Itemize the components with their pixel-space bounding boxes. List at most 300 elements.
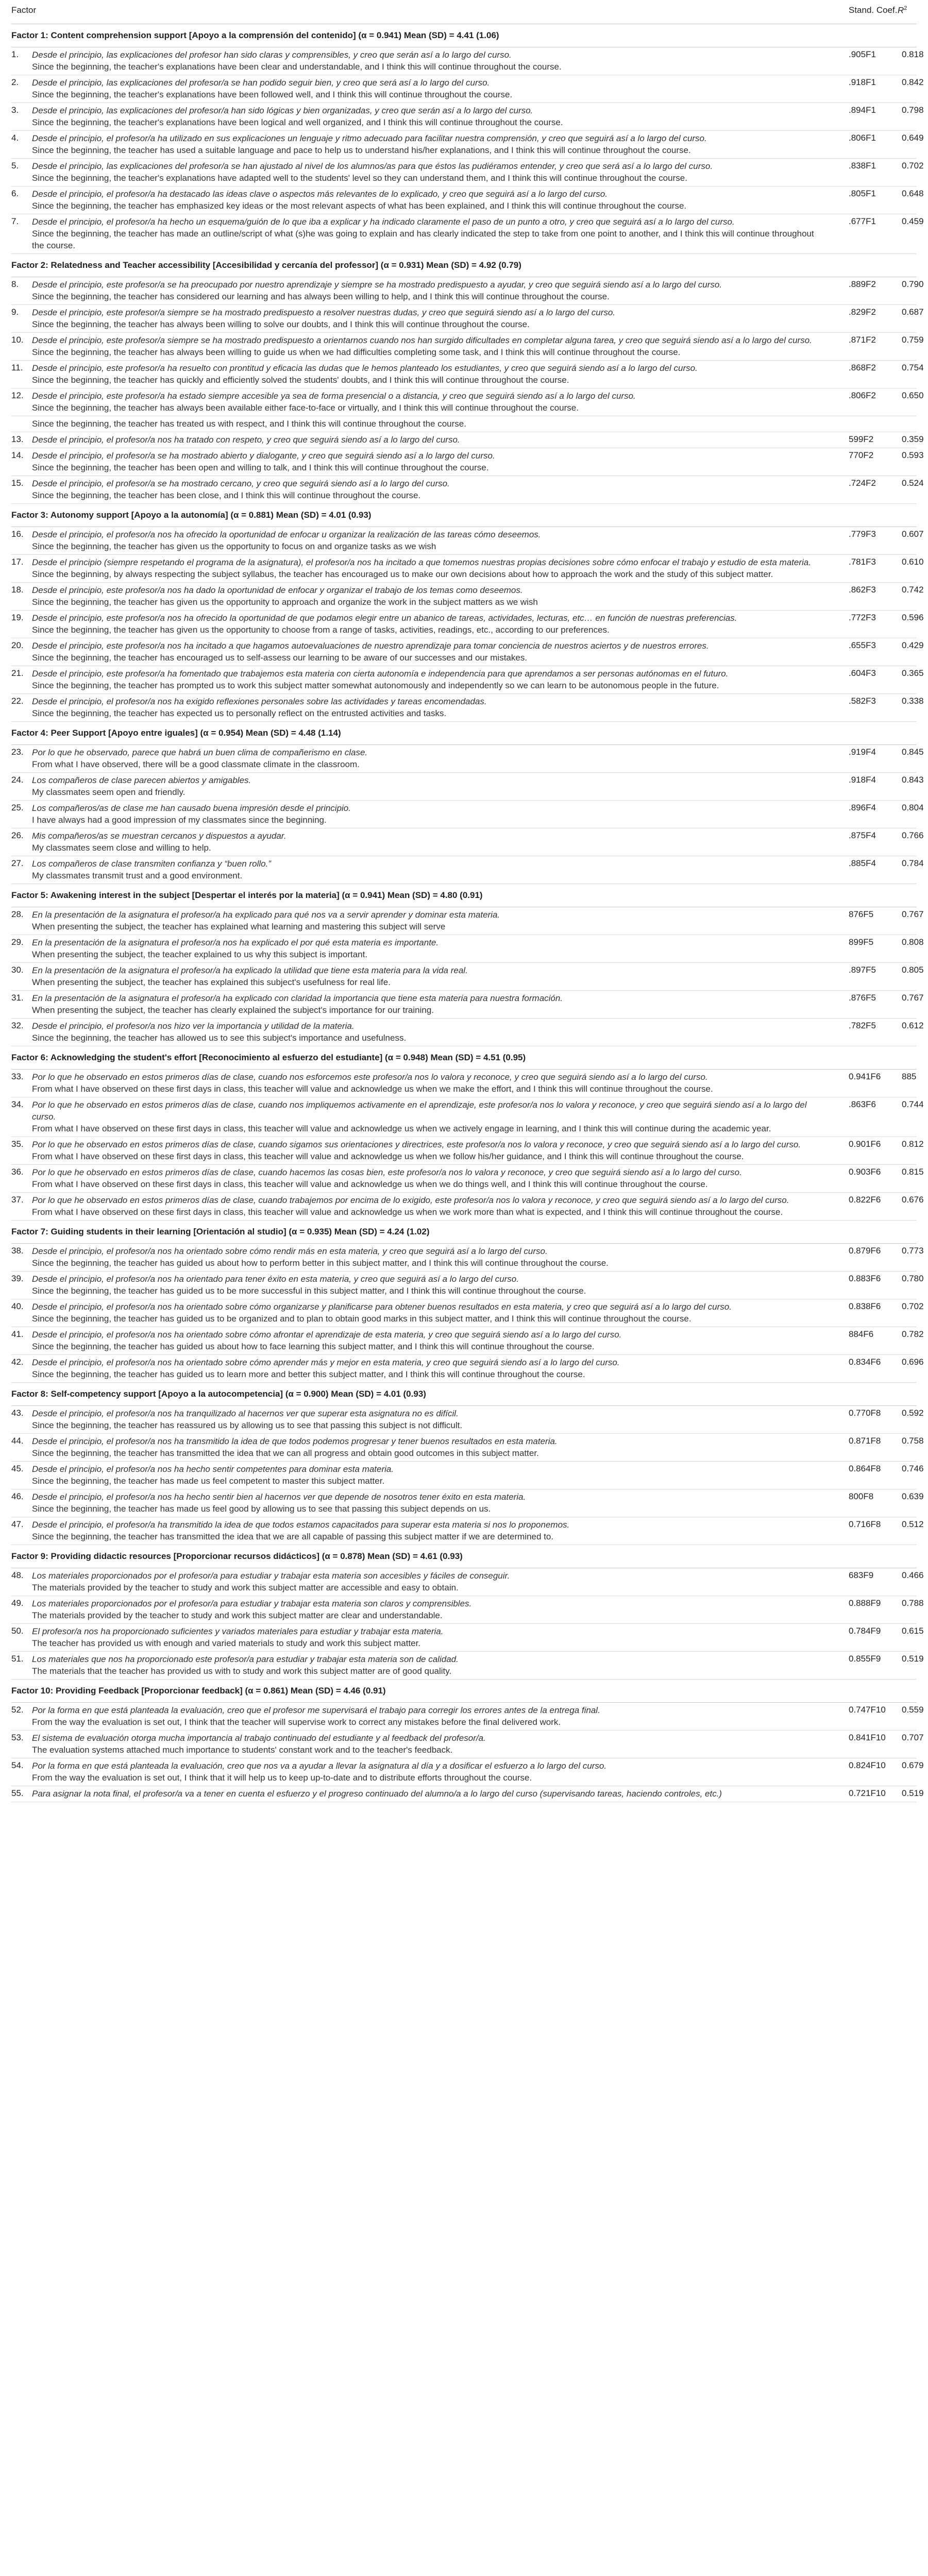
item-text bbox=[32, 1327, 828, 1354]
item-number: 8. bbox=[11, 279, 19, 289]
table-row bbox=[11, 416, 917, 432]
item-stand-coef: .655F3 bbox=[849, 640, 876, 650]
table-row bbox=[11, 1327, 924, 1355]
item-number: 30. bbox=[11, 965, 24, 975]
item-text-spanish: Desde el principio, el profesor/a ha utilizado en sus explicaciones un lenguaje y ritmo adecuado para facilitar nuestra comprensión, y creo que seguirá así a lo largo del curso. bbox=[32, 133, 707, 143]
item-stand-coef: .919F4 bbox=[849, 747, 876, 757]
item-number: 32. bbox=[11, 1021, 24, 1030]
item-stand-coef: .806F1 bbox=[849, 133, 876, 143]
item-text-english: Since the beginning, the teacher has always been willing to guide us when we had difficulties completing some task, and I think this will continue throughout the course. bbox=[32, 347, 681, 357]
item-text-english: Since the beginning, the teacher has reassured us by allowing us to see that passing this subject is not difficult. bbox=[32, 1420, 463, 1430]
item-text-english: Since the beginning, the teacher has made an outline/script of what (s)he was going to explain and has clearly indicated the step to take from one point to another, and I think this will continue throughout the course. bbox=[32, 229, 814, 250]
item-text bbox=[32, 1652, 828, 1679]
item-text-english: When presenting the subject, the teacher has clearly explained the subject's importance for our training. bbox=[32, 1005, 434, 1015]
item-number: 46. bbox=[11, 1492, 24, 1501]
table-row bbox=[11, 214, 924, 254]
item-text-spanish: Los materiales que nos ha proporcionado este profesor/a para estudiar y trabajar esta materia son de calidad. bbox=[32, 1654, 459, 1664]
table-row bbox=[11, 963, 924, 991]
item-text bbox=[32, 416, 828, 432]
item-number: 28. bbox=[11, 909, 24, 919]
item-text bbox=[32, 935, 828, 962]
table-row bbox=[11, 388, 924, 416]
item-text bbox=[32, 907, 828, 935]
item-number: 5. bbox=[11, 161, 19, 171]
item-r2: 0.767 bbox=[902, 993, 924, 1003]
item-r2: 0.519 bbox=[902, 1788, 924, 1798]
table-row bbox=[11, 448, 924, 476]
item-text bbox=[32, 1462, 828, 1489]
item-text bbox=[32, 828, 828, 856]
item-text-spanish: Desde el principio, el profesor/a nos ha ofrecido la oportunidad de enfocar u organizar la realización de las tareas cómo deseemos. bbox=[32, 530, 541, 539]
item-number: 2. bbox=[11, 77, 19, 87]
item-text bbox=[32, 1244, 828, 1271]
item-text bbox=[32, 305, 828, 332]
item-text bbox=[32, 1019, 828, 1046]
item-text bbox=[32, 75, 828, 103]
item-number: 27. bbox=[11, 858, 24, 868]
item-stand-coef: 0.721F10 bbox=[849, 1788, 886, 1798]
table-row bbox=[11, 361, 924, 388]
item-text-spanish: Los compañeros de clase parecen abiertos y amigables. bbox=[32, 775, 251, 785]
item-r2: 0.702 bbox=[902, 161, 924, 171]
item-text-english: Since the beginning, the teacher has given us the opportunity to choose from a range of tasks, activities, readings, etc., according to our preferences. bbox=[32, 625, 610, 635]
item-r2: 0.845 bbox=[902, 747, 924, 757]
item-stand-coef: .875F4 bbox=[849, 831, 876, 840]
item-text-spanish: Mis compañeros/as se muestran cercanos y dispuestos a ayudar. bbox=[32, 831, 286, 841]
table-row bbox=[11, 1244, 924, 1272]
item-stand-coef: 0.871F8 bbox=[849, 1436, 881, 1446]
item-text bbox=[32, 527, 828, 554]
item-text bbox=[32, 361, 828, 388]
item-text-spanish: Desde el principio, el profesor/a nos ha transmitido la idea de que todos podemos progresar y tener buenos resultados en esta materia. bbox=[32, 1436, 558, 1446]
item-text-english: Since the beginning, the teacher has expected us to personally reflect on the entrusted activities and tasks. bbox=[32, 708, 447, 718]
item-text-spanish: Desde el principio, el profesor/a nos ha orientado sobre cómo rendir más en esta materia, y creo que seguirá así a lo largo del curso. bbox=[32, 1246, 548, 1256]
item-stand-coef: 0.888F9 bbox=[849, 1598, 881, 1608]
table-row bbox=[11, 828, 924, 856]
table-row bbox=[11, 1652, 924, 1680]
item-r2: 0.788 bbox=[902, 1598, 924, 1608]
item-text-spanish: En la presentación de la asignatura el profesor/a ha explicado para qué nos va a servir aprender y dominar esta materia. bbox=[32, 910, 500, 920]
item-stand-coef: .885F4 bbox=[849, 858, 876, 868]
table-row bbox=[11, 1406, 924, 1434]
table-row bbox=[11, 1019, 924, 1046]
item-stand-coef: 599F2 bbox=[849, 434, 874, 444]
item-text-english: Since the beginning, the teacher has emphasized key ideas or the most relevant aspects of what has been explained, and I think this will continue throughout the course. bbox=[32, 201, 687, 211]
table-row bbox=[11, 432, 924, 448]
item-text-english: Since the beginning, the teacher has guided us to be organized and to plan to obtain good marks in this subject matter, and I think this will continue throughout the course. bbox=[32, 1314, 691, 1324]
item-r2: 0.615 bbox=[902, 1626, 924, 1636]
item-text-spanish: En la presentación de la asignatura el profesor/a ha explicado con claridad la importancia que tiene esta materia para nuestra formación. bbox=[32, 993, 563, 1003]
item-number: 42. bbox=[11, 1357, 24, 1367]
item-r2: 0.758 bbox=[902, 1436, 924, 1446]
item-text-english: Since the beginning, the teacher has always been available either face-to-face or virtually, and I think this will continue throughout the course. bbox=[32, 403, 579, 413]
item-text bbox=[32, 1703, 828, 1730]
item-text-spanish: Los compañeros/as de clase me han causado buena impresión desde el principio. bbox=[32, 803, 351, 813]
item-r2: 0.466 bbox=[902, 1570, 924, 1580]
item-text-english: Since the beginning, the teacher has used a suitable language and pace to help us to understand his/her explanations, and I think this will continue throughout the course. bbox=[32, 145, 691, 155]
item-number: 15. bbox=[11, 478, 24, 488]
item-r2: 0.805 bbox=[902, 965, 924, 975]
item-number: 52. bbox=[11, 1705, 24, 1715]
item-text-spanish: Desde el principio, este profesor/a nos ha dado la oportunidad de enfocar y organizar el trabajo de los temas como deseemos. bbox=[32, 585, 523, 595]
item-text bbox=[32, 801, 828, 828]
item-stand-coef: 0.903F6 bbox=[849, 1167, 881, 1177]
item-stand-coef: .838F1 bbox=[849, 161, 876, 171]
item-text bbox=[32, 1193, 828, 1220]
item-number: 40. bbox=[11, 1301, 24, 1311]
item-stand-coef: 800F8 bbox=[849, 1492, 874, 1501]
item-number: 25. bbox=[11, 803, 24, 812]
item-text-spanish: Desde el principio, el profesor/a nos ha orientado sobre cómo afrontar el aprendizaje de esta materia, y creo que seguirá siendo así a lo largo del curso. bbox=[32, 1330, 622, 1340]
item-text-spanish: Desde el principio, el profesor/a nos hizo ver la importancia y utilidad de la materia. bbox=[32, 1021, 355, 1031]
item-text bbox=[32, 1165, 828, 1192]
item-number: 13. bbox=[11, 434, 24, 444]
table-row bbox=[11, 1137, 924, 1165]
item-number: 24. bbox=[11, 775, 24, 785]
item-number: 20. bbox=[11, 640, 24, 650]
item-number: 54. bbox=[11, 1760, 24, 1770]
item-stand-coef: 0.834F6 bbox=[849, 1357, 881, 1367]
item-stand-coef: .772F3 bbox=[849, 613, 876, 622]
item-number: 39. bbox=[11, 1274, 24, 1283]
item-text-spanish: Los materiales proporcionados por el profesor/a para estudiar y trabajar esta materia son claros y comprensibles. bbox=[32, 1599, 472, 1608]
item-r2: 0.687 bbox=[902, 307, 924, 317]
item-text-spanish: Desde el principio, el profesor/a nos ha orientado sobre cómo organizarse y planificarse para obtener buenos resultados en esta materia, y creo que seguirá así a lo largo del curso. bbox=[32, 1302, 732, 1312]
item-text bbox=[32, 1434, 828, 1461]
table-row bbox=[11, 1596, 924, 1624]
item-r2: 0.767 bbox=[902, 909, 924, 919]
item-number: 1. bbox=[11, 49, 19, 59]
item-number: 19. bbox=[11, 613, 24, 622]
table-row bbox=[11, 131, 924, 159]
item-text-english: Since the beginning, the teacher has given us the opportunity to focus on and organize tasks as we wish bbox=[32, 541, 436, 551]
table-row bbox=[11, 907, 924, 935]
item-r2: 0.696 bbox=[902, 1357, 924, 1367]
table-row bbox=[11, 1462, 924, 1489]
item-text-spanish: Desde el principio, este profesor/a ha resuelto con prontitud y eficacia las dudas que le hemos planteado los estudiantes, y creo que seguirá siendo así a lo largo del curso. bbox=[32, 363, 698, 373]
table-row bbox=[11, 1355, 924, 1383]
item-stand-coef: .918F1 bbox=[849, 77, 876, 87]
item-stand-coef: .894F1 bbox=[849, 105, 876, 115]
table-row bbox=[11, 1434, 924, 1462]
item-text-spanish: Por la forma en que está planteada la evaluación, creo que el profesor me supervisará el trabajo para corregir los errores antes de la entrega final. bbox=[32, 1705, 600, 1715]
item-r2: 0.773 bbox=[902, 1246, 924, 1256]
item-text-spanish: El sistema de evaluación otorga mucha importancia al trabajo continuado del estudiante y al feedback del profesor/a. bbox=[32, 1733, 486, 1743]
item-text bbox=[32, 1568, 828, 1596]
item-text-spanish: Por la forma en que está planteada la evaluación, creo que nos va a ayudar a llevar la asignatura al día y a dosificar el esfuerzo a lo largo del curso. bbox=[32, 1761, 607, 1771]
table-row bbox=[11, 1624, 924, 1652]
table-row bbox=[11, 159, 924, 187]
item-text bbox=[32, 694, 828, 721]
item-text-english: Since the beginning, the teacher has guided us to be more successful in this subject matter, and I think this will continue throughout the course. bbox=[32, 1286, 586, 1296]
item-text bbox=[32, 1786, 828, 1802]
table-row bbox=[11, 555, 924, 583]
item-text bbox=[32, 448, 828, 476]
item-text-english: Since the beginning, the teacher has made us feel competent to master this subject matter. bbox=[32, 1476, 385, 1486]
item-number: 36. bbox=[11, 1167, 24, 1177]
item-stand-coef: .582F3 bbox=[849, 696, 876, 706]
item-number: 38. bbox=[11, 1246, 24, 1256]
item-number: 45. bbox=[11, 1464, 24, 1473]
item-stand-coef: .918F4 bbox=[849, 775, 876, 785]
item-text-english: My classmates seem close and willing to help. bbox=[32, 843, 211, 853]
table-row bbox=[11, 1272, 924, 1299]
item-text-spanish: Por lo que he observado en estos primeros días de clase, cuando sigamos sus orientaciones y directrices, este profesor/a nos lo valora y reconoce, y creo que seguirá siendo así a lo largo del curso. bbox=[32, 1140, 801, 1149]
item-stand-coef: 683F9 bbox=[849, 1570, 874, 1580]
table-row bbox=[11, 1568, 924, 1596]
table-row bbox=[11, 666, 924, 694]
item-text-english: From the way the evaluation is set out, I think that it will help us to keep up-to-date and to distribute efforts throughout the course. bbox=[32, 1773, 532, 1783]
item-text-english: Since the beginning, the teacher has always been willing to solve our doubts, and I think this will continue throughout the course. bbox=[32, 319, 530, 329]
item-text-spanish: En la presentación de la asignatura el profesor/a ha explicado la utilidad que tiene esta materia para la vida real. bbox=[32, 965, 468, 975]
item-stand-coef: .805F1 bbox=[849, 189, 876, 198]
item-r2: 0.592 bbox=[902, 1408, 924, 1418]
table-row bbox=[11, 305, 924, 333]
item-text bbox=[32, 555, 828, 582]
item-text bbox=[32, 131, 828, 158]
item-stand-coef: 0.784F9 bbox=[849, 1626, 881, 1636]
item-text-spanish: Desde el principio, el profesor/a nos ha tranquilizado al hacernos ver que superar esta asignatura no es difícil. bbox=[32, 1409, 459, 1418]
item-text-english: Since the beginning, the teacher has quickly and efficiently solved the students' doubts, and I think this will continue throughout the course. bbox=[32, 375, 569, 385]
item-r2: 0.766 bbox=[902, 831, 924, 840]
item-text-spanish: Por lo que he observado en estos primeros días de clase, cuando trabajemos por encima de lo exigido, este profesor/a nos lo valora y reconoce, y creo que seguirá siendo así a lo largo del curso. bbox=[32, 1195, 789, 1205]
item-number: 44. bbox=[11, 1436, 24, 1446]
item-r2: 0.812 bbox=[902, 1139, 924, 1149]
item-text-english: Since the beginning, the teacher has encouraged us to self-assess our learning to be aware of our successes and our mistakes. bbox=[32, 653, 528, 663]
table-row bbox=[11, 47, 924, 75]
item-text bbox=[32, 333, 828, 360]
item-number: 53. bbox=[11, 1733, 24, 1742]
item-text bbox=[32, 991, 828, 1018]
factor-title: Factor 10: Providing Feedback [Proporcionar feedback] (α = 0.861) Mean (SD) = 4.46 (0.91) bbox=[11, 1680, 917, 1703]
item-text-english: Since the beginning, the teacher's explanations have been followed well, and I think this will continue throughout the course. bbox=[32, 90, 513, 99]
item-text-english: From what I have observed on these first days in class, this teacher will value and acknowledge us when we make the effort, and I think this will continue throughout the course. bbox=[32, 1084, 713, 1094]
item-text-spanish: En la presentación de la asignatura el profesor/a nos ha explicado el por qué esta materia es importante. bbox=[32, 938, 439, 947]
item-text bbox=[32, 1758, 828, 1786]
item-text bbox=[32, 103, 828, 130]
item-text bbox=[32, 1097, 828, 1137]
item-text-english: Since the beginning, the teacher has been close, and I think this will continue throughout the course. bbox=[32, 490, 421, 500]
item-text-spanish: Desde el principio, este profesor/a ha estado siempre accesible ya sea de forma presencial o a distancia, y creo que seguirá siendo así a lo largo del curso. bbox=[32, 391, 636, 401]
item-text-english: The materials that the teacher has provided us with to study and work this subject matter are of good quality. bbox=[32, 1666, 452, 1676]
table-row bbox=[11, 773, 924, 801]
item-text-english: My classmates transmit trust and a good environment. bbox=[32, 871, 243, 880]
item-text bbox=[32, 1137, 828, 1164]
item-stand-coef: .876F5 bbox=[849, 993, 876, 1003]
item-r2: 0.429 bbox=[902, 640, 924, 650]
item-stand-coef: .896F4 bbox=[849, 803, 876, 812]
item-text-english: Since the beginning, the teacher's explanations have been clear and understandable, and I think this will continue throughout the course. bbox=[32, 62, 562, 72]
item-text-english: From the way the evaluation is set out, I think that the teacher will supervise work to correct any mistakes before the final delivered work. bbox=[32, 1717, 561, 1727]
item-stand-coef: 0.941F6 bbox=[849, 1072, 881, 1081]
item-text-spanish: Desde el principio, el profesor/a nos ha hecho sentir bien al hacernos ver que depende de nosotros tener éxito en esta materia. bbox=[32, 1492, 526, 1502]
item-text-spanish: Desde el principio, las explicaciones del profesor/a se han podido seguir bien, y creo que será así a lo largo del curso. bbox=[32, 78, 490, 88]
item-text bbox=[32, 47, 828, 75]
item-stand-coef: 0.824F10 bbox=[849, 1760, 886, 1770]
item-text-english: From what I have observed on these first days in class, this teacher will value and acknowledge us when we do things well, and I think this will continue throughout the course. bbox=[32, 1179, 708, 1189]
item-text-spanish: Desde el principio, las explicaciones del profesor/a han sido lógicas y bien organizadas, y creo que serán así a lo largo del curso. bbox=[32, 106, 533, 115]
item-stand-coef: 884F6 bbox=[849, 1329, 874, 1339]
item-stand-coef: .829F2 bbox=[849, 307, 876, 317]
factor-column-header: Factor bbox=[11, 5, 37, 15]
item-text-english: Since the beginning, the teacher has allowed us to see this subject's importance and usefulness. bbox=[32, 1033, 407, 1043]
item-number: 41. bbox=[11, 1329, 24, 1339]
item-stand-coef: 876F5 bbox=[849, 909, 874, 919]
item-number: 47. bbox=[11, 1519, 24, 1529]
item-number: 31. bbox=[11, 993, 24, 1003]
item-text-spanish: Desde el principio, el profesor/a ha transmitido la idea de que todos estamos capacitados para superar esta materia si nos lo proponemos. bbox=[32, 1520, 570, 1530]
item-text bbox=[32, 159, 828, 186]
item-number: 16. bbox=[11, 529, 24, 539]
item-stand-coef: 0.770F8 bbox=[849, 1408, 881, 1418]
table-row bbox=[11, 277, 924, 305]
item-number: 12. bbox=[11, 391, 24, 400]
item-r2: 0.784 bbox=[902, 858, 924, 868]
table-row bbox=[11, 856, 924, 884]
item-text-english: Since the beginning, the teacher's explanations have been logical and well organized, and I think this will continue throughout the course. bbox=[32, 117, 563, 127]
item-r2: 0.842 bbox=[902, 77, 924, 87]
item-text-spanish: Por lo que he observado en estos primeros días de clase, cuando nos impliquemos activamente en el aprendizaje, este profesor/a nos lo valora y reconoce, y creo que seguirá siendo así a lo largo del curso. bbox=[32, 1100, 807, 1122]
table-row bbox=[11, 103, 924, 131]
item-text-spanish: Desde el principio, el profesor/a nos ha tratado con respeto, y creo que seguirá siendo así a lo largo del curso. bbox=[32, 435, 460, 445]
table-body bbox=[11, 24, 924, 1802]
item-text bbox=[32, 277, 828, 304]
item-number: 50. bbox=[11, 1626, 24, 1636]
item-text-spanish: Desde el principio, este profesor/a ha fomentado que trabajemos esta materia con cierta autonomía e independencia para que aprendamos a ser personas autónomas en el futuro. bbox=[32, 669, 729, 679]
table-row bbox=[11, 935, 924, 963]
item-text-spanish: Los compañeros de clase transmiten confianza y “buen rollo.” bbox=[32, 859, 271, 869]
item-r2: 0.843 bbox=[902, 775, 924, 785]
item-text-spanish: El profesor/a nos ha proporcionado suficientes y variados materiales para estudiar y trabajar esta materia. bbox=[32, 1626, 444, 1636]
item-number: 18. bbox=[11, 585, 24, 595]
table-row bbox=[11, 476, 924, 504]
table-row bbox=[11, 745, 924, 773]
factor-title: Factor 4: Peer Support [Apoyo entre iguales] (α = 0.954) Mean (SD) = 4.48 (1.14) bbox=[11, 722, 917, 745]
table-header bbox=[11, 0, 917, 24]
item-stand-coef: 770F2 bbox=[849, 450, 874, 460]
item-number: 6. bbox=[11, 189, 19, 198]
item-text-english: The evaluation systems attached much importance to students' constant work and to the teacher's feedback. bbox=[32, 1745, 453, 1755]
item-text-english: Since the beginning, the teacher has transmitted the idea that we are all capable of passing this subject matter if we are determined to. bbox=[32, 1532, 554, 1541]
item-text bbox=[32, 388, 828, 416]
item-text bbox=[32, 856, 828, 884]
item-r2: 0.365 bbox=[902, 668, 924, 678]
item-r2: 0.650 bbox=[902, 391, 924, 400]
table-row bbox=[11, 1731, 924, 1758]
item-stand-coef: 0.883F6 bbox=[849, 1274, 881, 1283]
table-row bbox=[11, 1758, 924, 1786]
item-text bbox=[32, 1624, 828, 1651]
item-text bbox=[32, 1517, 828, 1545]
item-text bbox=[32, 745, 828, 772]
item-text bbox=[32, 1596, 828, 1623]
item-r2: 0.649 bbox=[902, 133, 924, 143]
item-r2: 0.639 bbox=[902, 1492, 924, 1501]
item-text bbox=[32, 1489, 828, 1517]
item-text-spanish: Desde el principio, el profesor/a ha hecho un esquema/guión de lo que iba a explicar y ha indicado claramente el paso de un punto a otro, y creo que seguirá así a lo largo del curso. bbox=[32, 217, 735, 227]
factor-title: Factor 9: Providing didactic resources [Proporcionar recursos didácticos] (α = 0.878) Mean (SD) = 4.61 (0.93) bbox=[11, 1545, 917, 1568]
table-row bbox=[11, 583, 924, 611]
item-r2: 0.559 bbox=[902, 1705, 924, 1715]
item-number: 17. bbox=[11, 557, 24, 567]
item-text bbox=[32, 1299, 828, 1327]
item-number: 55. bbox=[11, 1788, 24, 1798]
item-text-english: Since the beginning, the teacher has transmitted the idea that we can all progress and obtain good outcomes in this subject matter. bbox=[32, 1448, 539, 1458]
factor-title: Factor 7: Guiding students in their learning [Orientación al studio] (α = 0.935) Mean (SD) = 4.24 (1.02) bbox=[11, 1221, 917, 1244]
item-text bbox=[32, 187, 828, 214]
item-stand-coef: 0.855F9 bbox=[849, 1654, 881, 1664]
item-r2: 0.607 bbox=[902, 529, 924, 539]
item-text bbox=[32, 611, 828, 638]
item-text-english: Since the beginning, the teacher has guided us to learn more and better this subject matter, and I think this will continue throughout the course. bbox=[32, 1369, 585, 1379]
item-number: 34. bbox=[11, 1099, 24, 1109]
table-row bbox=[11, 611, 924, 638]
item-text bbox=[32, 773, 828, 800]
item-stand-coef: .781F3 bbox=[849, 557, 876, 567]
item-r2: 0.790 bbox=[902, 279, 924, 289]
factor-title: Factor 3: Autonomy support [Apoyo a la autonomía] (α = 0.881) Mean (SD) = 4.01 (0.93) bbox=[11, 504, 917, 527]
item-text-english: Since the beginning, the teacher has guided us about how to face learning this subject matter, and I think this will continue throughout the course. bbox=[32, 1342, 595, 1351]
item-stand-coef: 0.841F10 bbox=[849, 1733, 886, 1742]
table-row bbox=[11, 75, 924, 103]
item-stand-coef: .806F2 bbox=[849, 391, 876, 400]
item-number: 33. bbox=[11, 1072, 24, 1081]
item-stand-coef: .905F1 bbox=[849, 49, 876, 59]
table-row bbox=[11, 694, 924, 722]
item-number: 51. bbox=[11, 1654, 24, 1664]
item-text bbox=[32, 638, 828, 666]
item-text-spanish: Desde el principio, las explicaciones del profesor/a se han ajustado al nivel de los alumnos/as para que éstos las pudiéramos entender, y creo que será así a lo largo del curso. bbox=[32, 161, 713, 171]
item-text-english: When presenting the subject, the teacher has explained this subject's usefulness for real life. bbox=[32, 977, 391, 987]
item-stand-coef: 899F5 bbox=[849, 937, 874, 947]
item-text-english: From what I have observed on these first days in class, this teacher will value and acknowledge us when we follow his/her guidance, and I think this will continue throughout the course. bbox=[32, 1151, 744, 1161]
item-r2: 0.804 bbox=[902, 803, 924, 812]
item-number: 26. bbox=[11, 831, 24, 840]
item-text-spanish: Desde el principio, este profesor/a siempre se ha mostrado predispuesto a resolver nuestras dudas, y creo que seguirá siendo así a lo largo del curso. bbox=[32, 308, 616, 317]
item-text-spanish: Desde el principio, el profesor/a nos ha exigido reflexiones personales sobre las actividades y tareas encomendadas. bbox=[32, 697, 487, 706]
item-text-english: Since the beginning, by always respecting the subject syllabus, the teacher has encouraged us to make our own decisions about how to approach the work and the study of this subject matter. bbox=[32, 569, 773, 579]
item-r2: 0.702 bbox=[902, 1301, 924, 1311]
item-stand-coef: .863F6 bbox=[849, 1099, 876, 1109]
item-stand-coef: .782F5 bbox=[849, 1021, 876, 1030]
item-r2: 0.798 bbox=[902, 105, 924, 115]
item-text-english: Since the beginning, the teacher has been open and willing to talk, and I think this will continue throughout the course. bbox=[32, 463, 489, 472]
item-text-spanish: Desde el principio, este profesor/a se ha preocupado por nuestro aprendizaje y siempre se ha mostrado predispuesto a ayudar, y creo que seguirá siendo así a lo largo del curso. bbox=[32, 280, 722, 290]
table-row bbox=[11, 1165, 924, 1193]
item-text-english: The teacher has provided us with enough and varied materials to study and work this subject matter. bbox=[32, 1638, 421, 1648]
item-text-english: I have always had a good impression of my classmates since the beginning. bbox=[32, 815, 327, 825]
item-r2: 0.759 bbox=[902, 335, 924, 345]
item-text bbox=[32, 963, 828, 990]
item-stand-coef: .889F2 bbox=[849, 279, 876, 289]
item-text-spanish: Desde el principio, este profesor/a siempre se ha mostrado predispuesto a orientarnos cuando nos han surgido dificultades en completar alguna tarea, y creo que seguirá siendo así a lo largo del curso. bbox=[32, 335, 812, 345]
item-text bbox=[32, 666, 828, 693]
item-number: 23. bbox=[11, 747, 24, 757]
item-r2: 0.524 bbox=[902, 478, 924, 488]
item-text bbox=[32, 583, 828, 610]
item-number: 49. bbox=[11, 1598, 24, 1608]
item-number: 21. bbox=[11, 668, 24, 678]
item-text-english: Since the beginning, the teacher has given us the opportunity to approach and organize the work in the subject matters as we wish bbox=[32, 597, 538, 607]
item-text bbox=[32, 214, 828, 253]
item-number: 22. bbox=[11, 696, 24, 706]
table-row bbox=[11, 1703, 924, 1731]
item-r2: 0.648 bbox=[902, 189, 924, 198]
item-stand-coef: .871F2 bbox=[849, 335, 876, 345]
item-r2: 0.818 bbox=[902, 49, 924, 59]
item-number: 14. bbox=[11, 450, 24, 460]
item-number: 43. bbox=[11, 1408, 24, 1418]
